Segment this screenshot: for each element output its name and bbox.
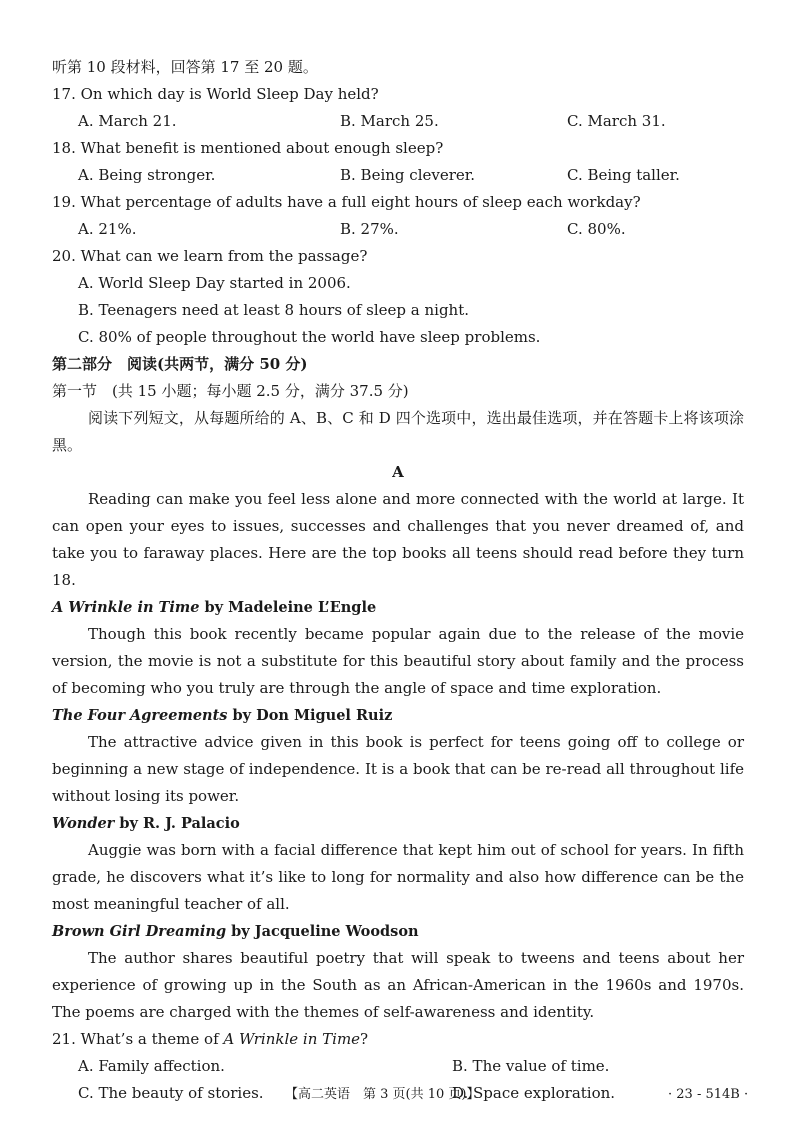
question-19-options bbox=[52, 216, 744, 243]
book-heading bbox=[52, 810, 744, 837]
option-b: B. 27%. bbox=[340, 220, 399, 238]
exam-page bbox=[52, 54, 744, 1107]
question-17-stem: 17. On which day is World Sleep Day held? bbox=[52, 85, 379, 103]
option-c: C. March 31. bbox=[567, 112, 666, 130]
book-author: by Madeleine L’Engle bbox=[199, 599, 377, 616]
question-18-stem: 18. What benefit is mentioned about enough sleep? bbox=[52, 139, 444, 157]
question-17-options bbox=[52, 108, 744, 135]
option-c: C. 80%. bbox=[567, 220, 626, 238]
passage-intro: Reading can make you feel less alone and more connected with the world at large. It can open your eyes to issues, successes and challenges that you never dreamed of, and take you to faraway places. Here are the top books all teens should read before they turn 18. bbox=[52, 490, 744, 589]
section-one-title: 第一节 (共 15 小题；每小题 2.5 分，满分 37.5 分) bbox=[52, 382, 409, 400]
book-description: The author shares beautiful poetry that will speak to tweens and teens about her experience of growing up in the South as an African-American in the 1960s and 1970s. The poems are charged with the themes of self-awareness and identity. bbox=[52, 949, 744, 1021]
reading-instruction: 阅读下列短文，从每题所给的 A、B、C 和 D 四个选项中，选出最佳选项，并在答题卡上将该项涂黑。 bbox=[52, 409, 744, 454]
option-a: A. Being stronger. bbox=[78, 166, 216, 184]
book-description: The attractive advice given in this book is perfect for teens going off to college or beginning a new stage of independence. It is a book that can be re-read all throughout life without losing its power. bbox=[52, 733, 744, 805]
part-two-title: 第二部分 阅读(共两节，满分 50 分) bbox=[52, 355, 308, 373]
book-heading bbox=[52, 918, 744, 945]
question-18-options bbox=[52, 162, 744, 189]
question-19-stem: 19. What percentage of adults have a full eight hours of sleep each workday? bbox=[52, 193, 641, 211]
passage-letter: A bbox=[392, 463, 404, 481]
book-title: A Wrinkle in Time bbox=[52, 599, 200, 616]
book-description: Though this book recently became popular again due to the release of the movie version, the movie is not a substitute for this beautiful story about family and the process of becoming who you truly are through the angle of space and time exploration. bbox=[52, 625, 744, 697]
question-21-stem: 21. What’s a theme of A Wrinkle in Time? bbox=[52, 1030, 369, 1048]
question-21-options-row1 bbox=[52, 1053, 744, 1080]
option-d: D. Space exploration. bbox=[452, 1084, 616, 1102]
question-20-stem: 20. What can we learn from the passage? bbox=[52, 247, 368, 265]
option-c: C. Being taller. bbox=[567, 166, 680, 184]
option-a: A. Family affection. bbox=[78, 1057, 225, 1075]
option-b: B. Teenagers need at least 8 hours of sleep a night. bbox=[78, 301, 470, 319]
listening-intro: 听第 10 段材料，回答第 17 至 20 题。 bbox=[52, 58, 318, 76]
option-b: B. Being cleverer. bbox=[340, 166, 476, 184]
option-b: B. March 25. bbox=[340, 112, 439, 130]
book-title: Brown Girl Dreaming bbox=[52, 923, 227, 940]
book-author: by R. J. Palacio bbox=[114, 815, 240, 832]
book-title: The Four Agreements bbox=[52, 707, 228, 724]
option-b: B. The value of time. bbox=[452, 1057, 610, 1075]
book-description: Auggie was born with a facial difference that kept him out of school for years. In fifth grade, he discovers what it’s like to long for normality and also how difference can be the most meaningful teacher of all. bbox=[52, 841, 744, 913]
book-author: by Don Miguel Ruiz bbox=[227, 707, 393, 724]
book-heading bbox=[52, 702, 744, 729]
option-a: A. March 21. bbox=[78, 112, 177, 130]
option-c: C. The beauty of stories. bbox=[78, 1084, 264, 1102]
page-label: 【高二英语 第 3 页(共 10 页)】 bbox=[285, 1087, 480, 1102]
book-author: by Jacqueline Woodson bbox=[226, 923, 419, 940]
option-a: A. World Sleep Day started in 2006. bbox=[78, 274, 351, 292]
book-title: Wonder bbox=[52, 815, 115, 832]
exam-code: · 23 - 514B · bbox=[668, 1087, 749, 1102]
book-heading bbox=[52, 594, 744, 621]
option-c: C. 80% of people throughout the world have sleep problems. bbox=[78, 328, 541, 346]
option-a: A. 21%. bbox=[78, 220, 137, 238]
